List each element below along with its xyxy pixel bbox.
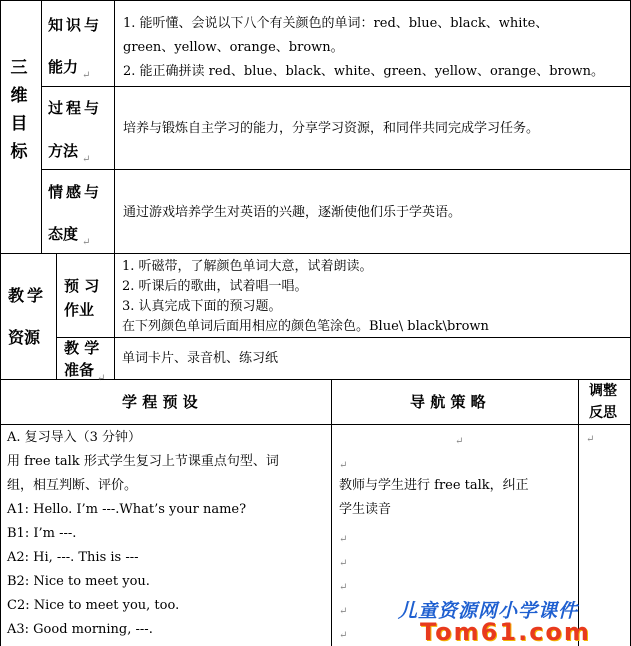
preset-line: B1: I’m ---.	[7, 526, 77, 541]
knowledge-item: green、yellow、orange、brown。	[123, 40, 344, 55]
return-mark-icon: ↵	[339, 460, 348, 471]
preset-line: A1: Hello. I’m ---.What’s your name?	[7, 502, 247, 517]
col-divider	[578, 379, 579, 646]
return-mark-icon: ↵	[82, 70, 91, 81]
knowledge-item: 1. 能听懂、会说以下八个有关颜色的单词：red、blue、black、white、	[123, 16, 549, 31]
knowledge-label-2: 能力	[48, 58, 79, 76]
table-border-left	[0, 0, 1, 646]
resources-header-2: 资源	[8, 328, 41, 347]
return-mark-icon: ↵	[339, 558, 348, 569]
knowledge-label: 知识与	[48, 16, 103, 34]
col-divider	[114, 253, 115, 380]
attitude-label: 情感与	[48, 183, 103, 201]
prep-label-2: 准备	[64, 361, 95, 379]
watermark-cn: 儿童资源网小学课件	[398, 600, 579, 622]
reflection-header-2: 反思	[589, 405, 617, 421]
return-mark-icon: ↵	[339, 606, 348, 617]
return-mark-icon: ↵	[82, 154, 91, 165]
preset-line: A2: Hi, ---. This is ---	[7, 550, 139, 565]
objectives-header: 三 维 目 标	[10, 58, 28, 162]
reflection-header: 调整	[589, 383, 617, 399]
preview-label: 预 习	[64, 277, 100, 295]
prep-text: 单词卡片、录音机、练习纸	[122, 351, 279, 366]
col-divider	[56, 253, 57, 380]
return-mark-icon: ↵	[339, 534, 348, 545]
preview-item: 2. 听课后的歌曲，试着唱一唱。	[122, 279, 308, 294]
row-divider	[42, 169, 631, 170]
return-mark-icon: ↵	[586, 434, 595, 445]
preset-line: 组，相互判断、评价。	[7, 478, 138, 493]
return-mark-icon: ↵	[82, 237, 91, 248]
attitude-label-2: 态度	[48, 225, 79, 243]
preview-label-2: 作业	[64, 301, 95, 319]
col-divider	[41, 0, 42, 254]
return-mark-icon: ↵	[97, 373, 106, 384]
row-divider	[0, 424, 631, 425]
col-divider	[331, 379, 332, 646]
watermark-url: Tom61.com	[420, 618, 591, 646]
row-divider	[42, 86, 631, 87]
row-divider	[0, 253, 631, 254]
preset-line: 用 free talk 形式学生复习上节课重点句型、词	[7, 454, 279, 469]
row-divider	[0, 379, 631, 380]
preview-item: 3. 认真完成下面的预习题。	[122, 299, 282, 314]
strategy-line: 教师与学生进行 free talk，纠正	[339, 478, 529, 493]
row-divider	[57, 337, 631, 338]
attitude-text: 通过游戏培养学生对英语的兴趣，逐渐使他们乐于学英语。	[123, 205, 462, 220]
method-label: 过程与	[48, 99, 103, 117]
col-divider	[114, 0, 115, 254]
preset-line: C2: Nice to meet you, too.	[7, 598, 180, 613]
resources-header: 教学	[8, 286, 47, 305]
return-mark-icon: ↵	[339, 582, 348, 593]
strategy-line: 学生读音	[339, 502, 392, 517]
return-mark-icon: ↵	[455, 436, 464, 447]
strategy-header: 导 航 策 略	[410, 393, 486, 411]
preview-item: 1. 听磁带，了解颜色单词大意，试着朗读。	[122, 259, 373, 274]
preset-line: A3: Good morning, ---.	[7, 622, 153, 637]
knowledge-item: 2. 能正确拼读 red、blue、black、white、green、yellow、orange、brown。	[123, 64, 605, 79]
preset-header: 学 程 预 设	[122, 393, 198, 411]
method-label-2: 方法	[48, 142, 79, 160]
preset-line: A. 复习导入（3 分钟）	[7, 430, 142, 445]
method-text: 培养与锻炼自主学习的能力，分享学习资源，和同伴共同完成学习任务。	[123, 121, 540, 136]
prep-label: 教 学	[64, 339, 100, 357]
preset-line: B2: Nice to meet you.	[7, 574, 150, 589]
preview-item: 在下列颜色单词后面用相应的颜色笔涂色。Blue\ black\brown	[122, 319, 489, 334]
return-mark-icon: ↵	[339, 630, 348, 641]
table-border-top	[0, 0, 631, 1]
